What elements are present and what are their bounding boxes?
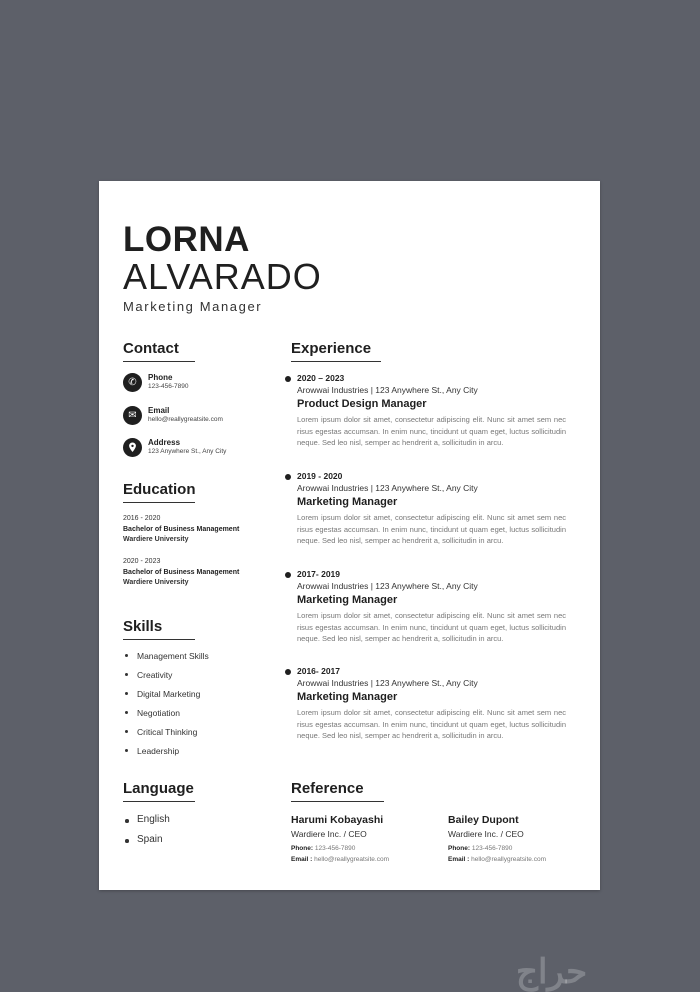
reference-phone [291, 845, 389, 852]
language-heading: Language [123, 780, 195, 802]
reference-email [291, 856, 389, 863]
education-item [123, 557, 239, 589]
email-label: Email : [448, 856, 470, 863]
experience-company: Arowwai Industries | 123 Anywhere St., Any City [297, 483, 478, 493]
education-years: 2016 - 2020 [123, 515, 161, 522]
timeline-dot [285, 376, 291, 382]
reference-heading: Reference [291, 780, 384, 802]
skills-list [125, 650, 209, 764]
phone-label: Phone: [448, 845, 471, 852]
contact-heading: Contact [123, 340, 195, 362]
experience-role: Product Design Manager [297, 398, 427, 410]
email-value: hello@reallygreatsite.com [148, 416, 223, 423]
email-label: Email : [291, 856, 313, 863]
education-item [123, 514, 239, 546]
email-value: hello@reallygreatsite.com [314, 856, 390, 863]
experience-description: Lorem ipsum dolor sit amet, consectetur adipiscing elit. Nunc sit amet sem nec risus egestas accumsan. In enim nunc, tincidunt ut quam eget, luctus sollicitudin neque. Sed leo nisl, semper ac hendrerit a, sollicitudin in arcu. [297, 513, 566, 545]
email-label: Email [148, 406, 170, 415]
reference-card [291, 814, 389, 863]
phone-label: Phone: [291, 845, 314, 852]
experience-description: Lorem ipsum dolor sit amet, consectetur adipiscing elit. Nunc sit amet sem nec risus egestas accumsan. In enim nunc, tincidunt ut quam eget, luctus sollicitudin neque. Sed leo nisl, semper ac hendrerit a, sollicitudin in arcu. [297, 708, 566, 740]
experience-period: 2020 – 2023 [297, 373, 345, 383]
experience-heading: Experience [291, 340, 381, 362]
location-pin-icon [123, 438, 142, 457]
email-value: hello@reallygreatsite.com [471, 856, 547, 863]
last-name: ALVARADO [123, 256, 322, 297]
skills-heading: Skills [123, 618, 195, 640]
phone-value: 123-456-7890 [314, 845, 356, 852]
experience-role: Marketing Manager [297, 594, 398, 606]
resume-page [99, 181, 600, 890]
education-degree: Bachelor of Business Management [123, 568, 240, 576]
skill-item: Critical Thinking [125, 726, 209, 745]
reference-position: Wardiere Inc. / CEO [448, 829, 524, 839]
experience-role: Marketing Manager [297, 691, 398, 703]
reference-email [448, 856, 546, 863]
timeline-dot [285, 474, 291, 480]
phone-icon: ✆ [123, 373, 142, 392]
education-years: 2020 - 2023 [123, 558, 161, 565]
phone-value: 123-456-7890 [471, 845, 513, 852]
job-title: Marketing Manager [123, 299, 263, 314]
reference-phone [448, 845, 546, 852]
experience-role: Marketing Manager [297, 496, 398, 508]
experience-period: 2019 - 2020 [297, 471, 343, 481]
timeline-dot [285, 572, 291, 578]
address-label: Address [148, 438, 181, 447]
skill-item: Creativity [125, 669, 209, 688]
education-heading: Education [123, 481, 195, 503]
experience-period: 2017- 2019 [297, 569, 341, 579]
watermark-logo: حراج [516, 953, 588, 991]
skill-item: Digital Marketing [125, 688, 209, 707]
education-school: Wardiere University [123, 536, 189, 543]
education-school: Wardiere University [123, 579, 189, 586]
education-degree: Bachelor of Business Management [123, 525, 240, 533]
experience-period: 2016- 2017 [297, 666, 341, 676]
reference-name: Bailey Dupont [448, 814, 519, 826]
experience-description: Lorem ipsum dolor sit amet, consectetur adipiscing elit. Nunc sit amet sem nec risus egestas accumsan. In enim nunc, tincidunt ut quam eget, luctus sollicitudin neque. Sed leo nisl, semper ac hendrerit a, sollicitudin in arcu. [297, 415, 566, 447]
experience-company: Arowwai Industries | 123 Anywhere St., Any City [297, 385, 478, 395]
experience-company: Arowwai Industries | 123 Anywhere St., Any City [297, 678, 478, 688]
reference-card [448, 814, 546, 863]
skill-item: Leadership [125, 745, 209, 764]
reference-name: Harumi Kobayashi [291, 814, 384, 826]
reference-position: Wardiere Inc. / CEO [291, 829, 367, 839]
phone-value: 123-456-7890 [148, 383, 189, 390]
address-value: 123 Anywhere St., Any City [148, 448, 227, 455]
first-name: LORNA [123, 220, 250, 259]
language-item: Spain [125, 834, 170, 854]
experience-company: Arowwai Industries | 123 Anywhere St., Any City [297, 581, 478, 591]
language-list [125, 814, 170, 854]
envelope-icon: ✉ [123, 406, 142, 425]
timeline-dot [285, 669, 291, 675]
skill-item: Management Skills [125, 650, 209, 669]
language-item: English [125, 814, 170, 834]
phone-label: Phone [148, 373, 173, 382]
skill-item: Negotiation [125, 707, 209, 726]
experience-description: Lorem ipsum dolor sit amet, consectetur adipiscing elit. Nunc sit amet sem nec risus egestas accumsan. In enim nunc, tincidunt ut quam eget, luctus sollicitudin neque. Sed leo nisl, semper ac hendrerit a, sollicitudin in arcu. [297, 611, 566, 643]
